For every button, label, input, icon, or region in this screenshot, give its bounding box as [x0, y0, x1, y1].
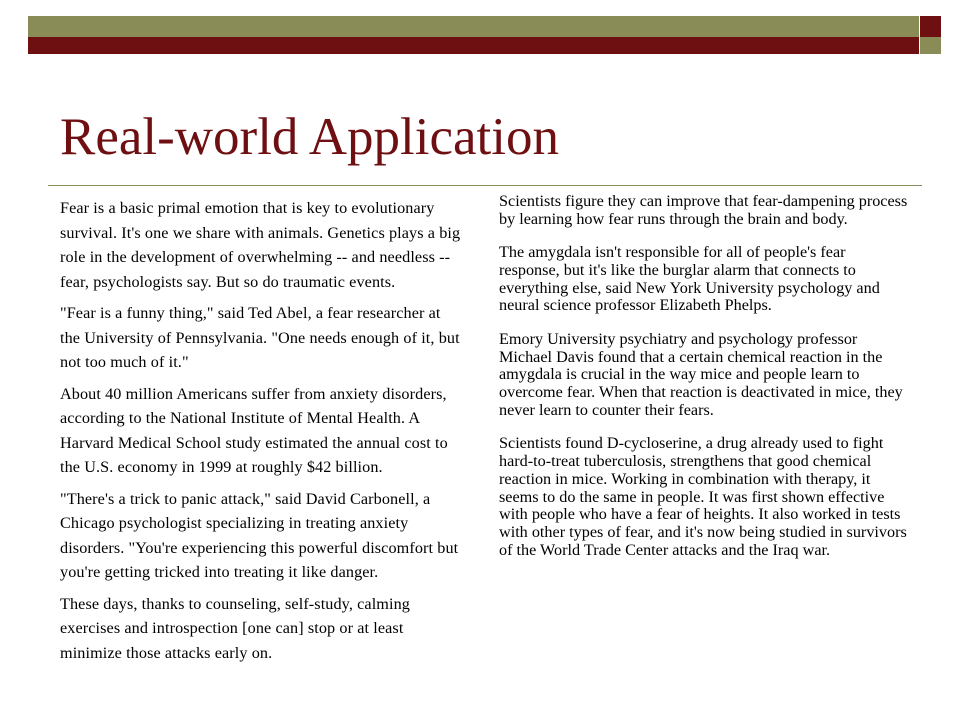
- left-paragraph-1: Fear is a basic primal emotion that is key to evolutionary survival. It's one we share with animals. Genetics plays a big role in the development of overwhelming -- and needless -- fear, psychologists say. But so do traumatic events.: [60, 199, 461, 291]
- left-paragraph-3: About 40 million Americans suffer from anxiety disorders, according to the National Institute of Mental Health. A Harvard Medical School study estimated the annual cost to the U.S. economy in 1999 at roughly $42 billion.: [60, 384, 448, 476]
- corner-square-red: [920, 16, 941, 37]
- left-text-column: [60, 196, 462, 672]
- right-paragraph-4: Scientists found D-cycloserine, a drug already used to fight hard-to-treat tuberculosis, strengthens that good chemical reaction in mice. Working in combination with therapy, it seems to do the same in people. It was first shown effective with people who have a fear of heights. It also worked in tests with other types of fear, and it's now being studied in survivors of the World Trade Center attacks and the Iraq war.: [499, 434, 907, 560]
- left-paragraph-2: "Fear is a funny thing," said Ted Abel, a fear researcher at the University of Pennsylvania. "One needs enough of it, but not too much of it.": [60, 304, 460, 371]
- header-bar-red: [28, 37, 919, 54]
- right-paragraph-3: Emory University psychiatry and psychology professor Michael Davis found that a certain chemical reaction in the amygdala is crucial in the way mice and people learn to overcome fear. When that reaction is deactivated in mice, they never learn to counter their fears.: [499, 329, 903, 419]
- right-paragraph-2: The amygdala isn't responsible for all of people's fear response, but it's like the burglar alarm that connects to everything else, said New York University psychology and neural science professor Elizabeth Phelps.: [499, 243, 880, 315]
- left-paragraph-4: "There's a trick to panic attack," said David Carbonell, a Chicago psychologist specializing in treating anxiety disorders. "You're experiencing this powerful discomfort but you're getting tricked into treating it like danger.: [60, 489, 459, 581]
- right-text-column: [499, 193, 909, 575]
- right-paragraph-1: Scientists figure they can improve that fear-dampening process by learning how fear runs through the brain and body.: [499, 192, 908, 228]
- corner-square-olive: [920, 37, 941, 54]
- title-divider: [48, 185, 922, 186]
- left-paragraph-5: These days, thanks to counseling, self-study, calming exercises and introspection [one can] stop or at least minimize those attacks early on.: [60, 594, 410, 662]
- slide-title: Real-world Application: [60, 108, 559, 166]
- header-bar-olive: [28, 16, 919, 37]
